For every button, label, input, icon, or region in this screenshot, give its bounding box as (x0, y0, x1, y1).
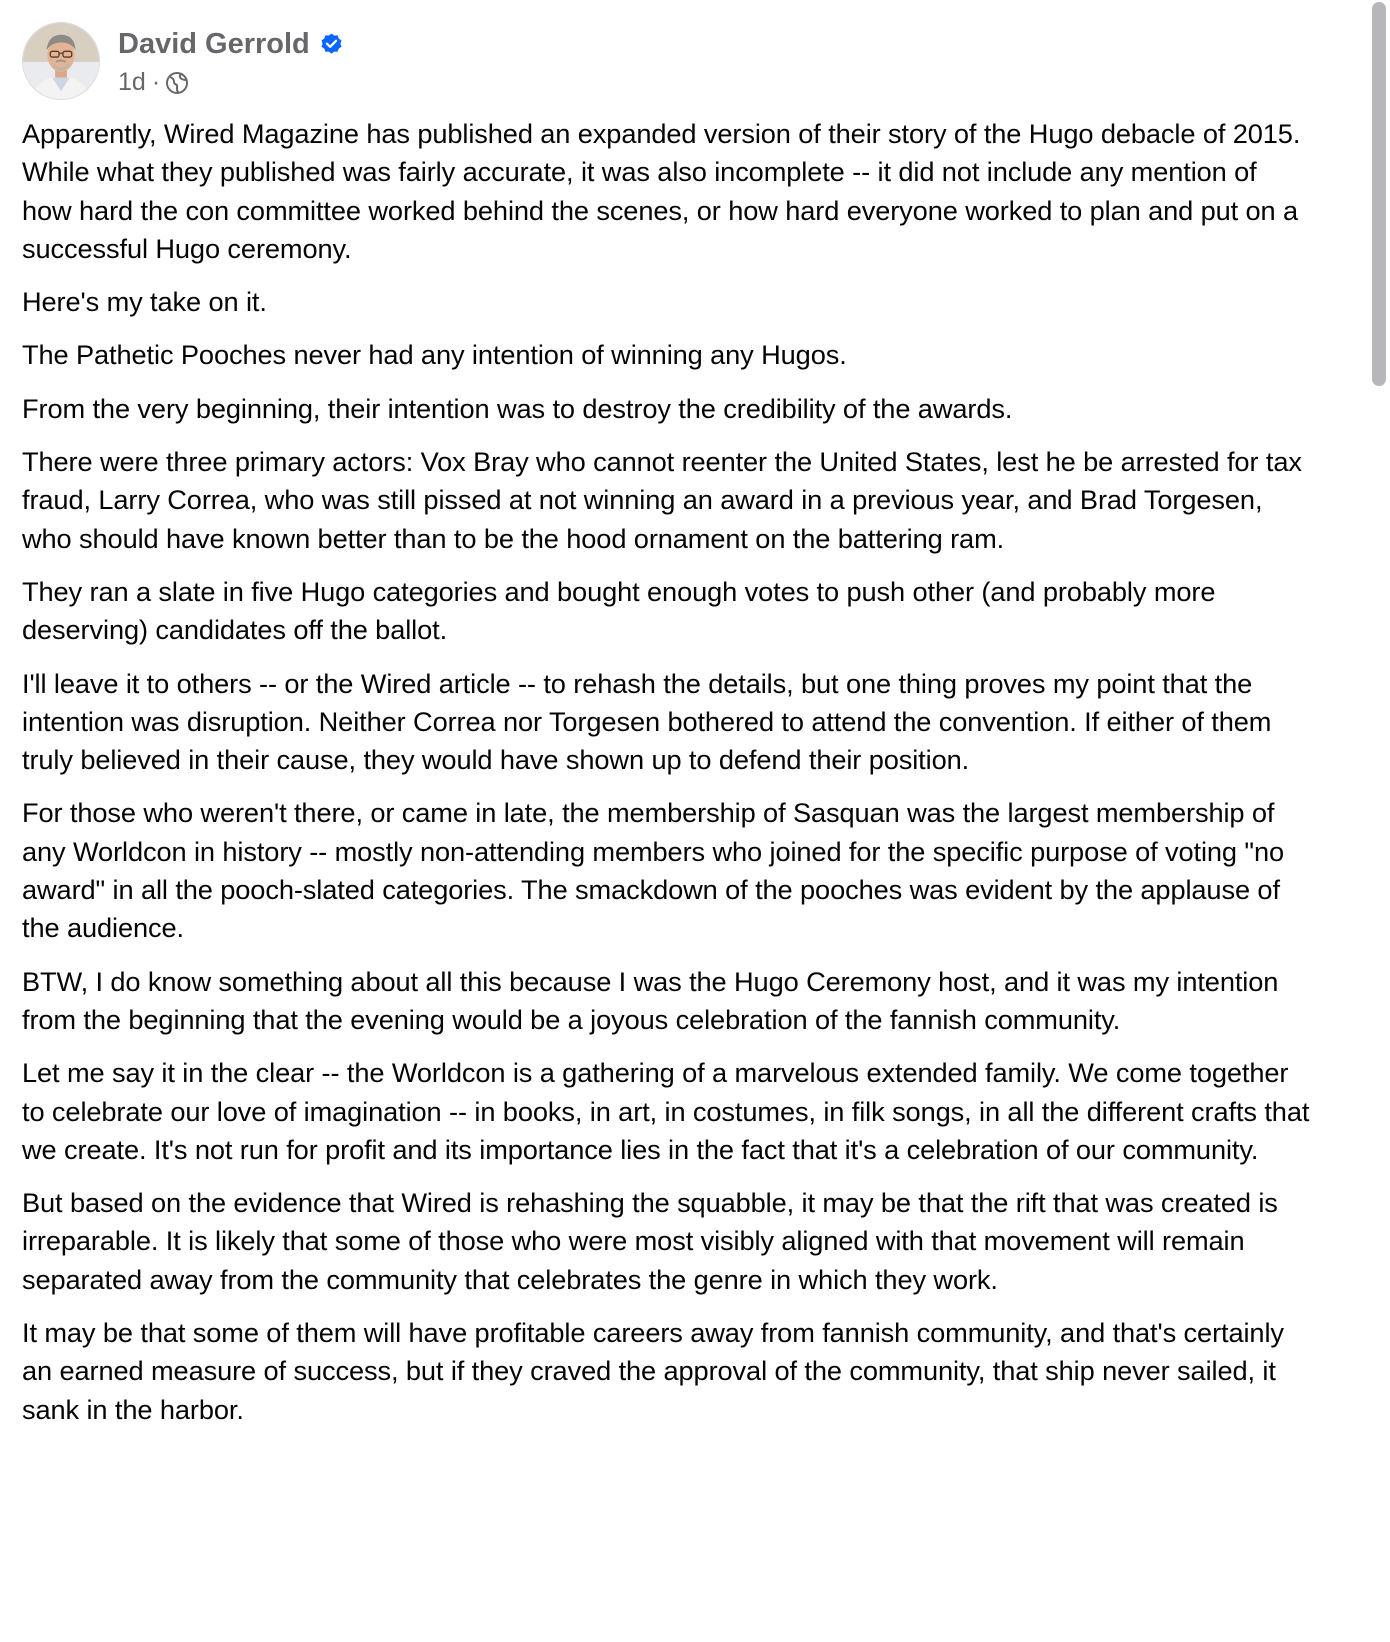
post-paragraph: BTW, I do know something about all this because I was the Hugo Ceremony host, and it was my intention from the beginning that the evening would be a joyous celebration of the fannish community. (22, 965, 1279, 1035)
verified-badge-icon (319, 32, 344, 57)
post-paragraph: But based on the evidence that Wired is rehashing the squabble, it may be that the rift that was created is irreparable. It is likely that some of those who were most visibly aligned with that movement will remain separated away from the community that celebrates the genre in which they work. (22, 1187, 1278, 1295)
post-body (22, 115, 1312, 1444)
post-paragraph: Let me say it in the clear -- the Worldcon is a gathering of a marvelous extended family. We come together to celebrate our love of imagination -- in books, in art, in costumes, in filk songs, in all the different crafts that we create. It's not run for profit and its importance lies in the fact that it's a celebration of our community. (22, 1057, 1310, 1165)
scrollbar-thumb[interactable] (1372, 2, 1386, 386)
post-paragraph: I'll leave it to others -- or the Wired article -- to rehash the details, but one thing proves my point that the intention was disruption. Neither Correa nor Torgesen bothered to attend the convention. If either of them truly believed in their cause, they would have shown up to defend their position. (22, 667, 1272, 776)
author-avatar[interactable] (22, 22, 100, 100)
post-paragraph: Apparently, Wired Magazine has published an expanded version of their story of the Hugo debacle of 2015. While what they published was fairly accurate, it was also incomplete -- it did not include any mention of how hard the con committee worked behind the scenes, or how hard everyone worked to plan and put on a successful Hugo ceremony. (22, 118, 1301, 264)
post-paragraph: It may be that some of them will have profitable careers away from fannish community, and that's certainly an earned measure of success, but if they craved the approval of the community, that ship never sailed, it sank in the harbor. (22, 1317, 1284, 1425)
post-meta (118, 22, 344, 97)
vertical-scrollbar[interactable] (1368, 0, 1390, 1642)
post-paragraph: They ran a slate in five Hugo categories and bought enough votes to push other (and probably more deserving) candidates off the ballot. (22, 575, 1216, 646)
post-paragraph: The Pathetic Pooches never had any intention of winning any Hugos. (22, 339, 847, 371)
meta-separator: · (151, 68, 161, 96)
post-paragraph: From the very beginning, their intention was to destroy the credibility of the awards. (22, 392, 1013, 424)
post-header (22, 22, 344, 102)
post-timestamp[interactable]: 1d (118, 68, 146, 96)
avatar-portrait (23, 23, 99, 99)
post-paragraph: For those who weren't there, or came in late, the membership of Sasquan was the largest membership of any Worldcon in history -- mostly non-attending members who joined for the specific purpose of voting "no award" in all the pooch-slated categories. The smackdown of the pooches was evident by the applause of the audience. (22, 797, 1284, 944)
globe-icon[interactable] (165, 71, 189, 95)
post-paragraph: There were three primary actors: Vox Bray who cannot reenter the United States, lest he be arrested for tax fraud, Larry Correa, who was still pissed at not winning an award in a previous year, and Brad Torgesen, who should have known better than to be the hood ornament on the battering ram. (22, 446, 1302, 554)
author-name-row (118, 26, 344, 62)
post-subline (118, 68, 344, 97)
author-name[interactable]: David Gerrold (118, 27, 310, 60)
post-paragraph: Here's my take on it. (22, 286, 267, 318)
